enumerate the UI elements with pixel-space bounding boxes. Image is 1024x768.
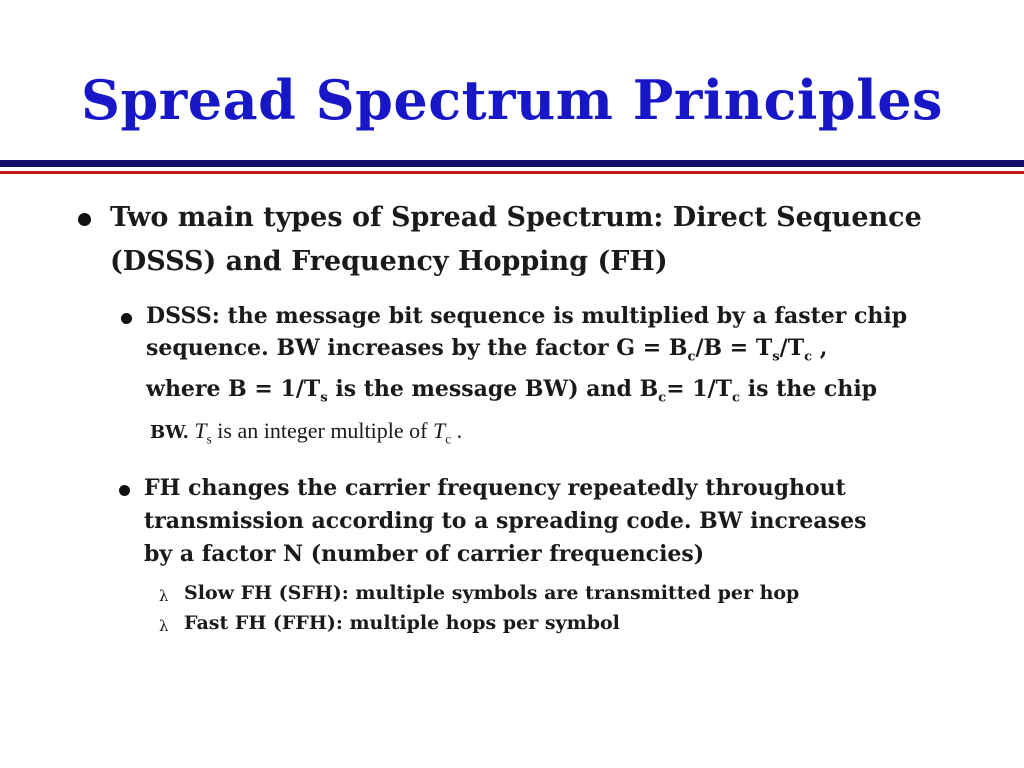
lambda-marker: λ xyxy=(159,617,169,635)
title-divider-blue xyxy=(0,160,1024,167)
dsss-line: where $B = 1/T_s$ is the message BW) and $B_c= 1/T_c$ is the chip xyxy=(146,376,878,406)
main-bullet xyxy=(110,196,960,284)
dsss-line: DSSS: the message bit sequence is multiplied by a faster chip xyxy=(146,303,908,329)
lambda-marker: λ xyxy=(159,587,169,605)
fh-line: by a factor N (number of carrier frequencies) xyxy=(144,541,705,567)
ffh-sub-bullet: Fast FH (FFH): multiple hops per symbol xyxy=(184,612,620,634)
dsss-bullet xyxy=(146,300,966,455)
sfh-sub-bullet: Slow FH (SFH): multiple symbols are transmitted per hop xyxy=(184,582,800,604)
dsss-line: BW. $T_s$ is an integer multiple of $T_c$ . xyxy=(150,417,463,447)
bullet-dot xyxy=(119,485,130,496)
bullet-dot xyxy=(78,213,91,226)
title-divider-red xyxy=(0,171,1024,174)
fh-line: transmission according to a spreading code. BW increases xyxy=(144,508,867,534)
slide-title: Spread Spectrum Principles xyxy=(81,68,943,132)
bullet-dot xyxy=(121,313,132,324)
fh-bullet xyxy=(144,472,964,571)
main-bullet-line: Two main types of Spread Spectrum: Direct Sequence xyxy=(110,202,922,233)
main-bullet-line: (DSSS) and Frequency Hopping (FH) xyxy=(110,246,668,277)
fh-line: FH changes the carrier frequency repeatedly throughout xyxy=(144,475,846,501)
dsss-line: sequence. BW increases by the factor $G = B_c/B = T_s/T_c$ , xyxy=(146,335,828,365)
